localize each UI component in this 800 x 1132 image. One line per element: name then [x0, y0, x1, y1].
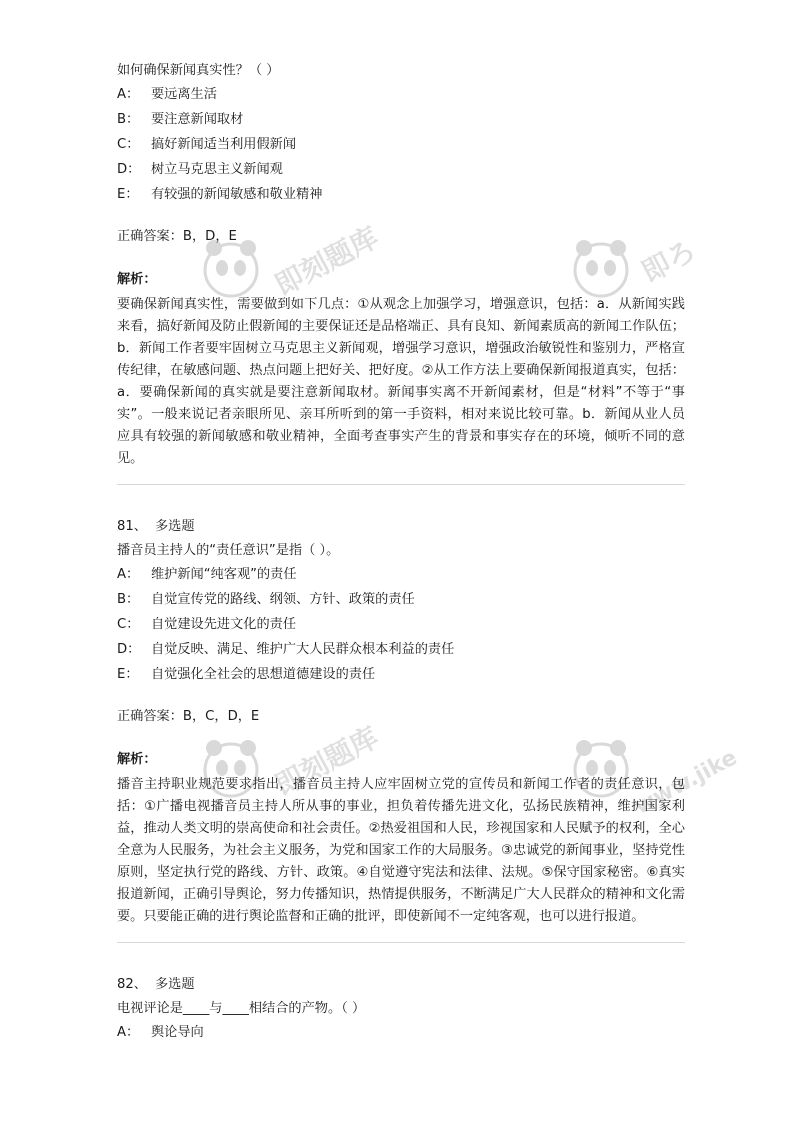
option-text: 自觉宣传党的路线、纲领、方针、政策的责任: [151, 592, 415, 607]
option-text: 舆论导向: [151, 1025, 204, 1040]
option-a: [117, 86, 685, 104]
option-key: C：: [117, 617, 140, 632]
question-page: [117, 62, 685, 1049]
option-c: [117, 616, 685, 634]
watermark-label: 即ろ: [636, 233, 702, 290]
question-82: [117, 976, 685, 1042]
watermark-site: www.jike: [630, 745, 742, 820]
option-key: B：: [117, 592, 140, 607]
option-c: [117, 136, 685, 154]
question-number: 82、: [117, 977, 147, 992]
option-text: 要注意新闻取材: [151, 112, 244, 127]
option-d: [117, 641, 685, 659]
option-key: B：: [117, 112, 140, 127]
option-key: A：: [117, 567, 140, 582]
question-text: 播音员主持人的“责任意识”是指（ ）。: [117, 543, 340, 558]
watermark-label: 即刻题库: [269, 720, 384, 803]
analysis-label: 解析：: [117, 272, 157, 287]
question-81: [117, 518, 685, 943]
option-b: [117, 111, 685, 129]
option-e: [117, 666, 685, 684]
correct-answer: 正确答案：B，D，E: [117, 229, 237, 244]
option-b: [117, 591, 685, 609]
question-number-row: [117, 976, 685, 994]
option-text: 自觉强化全社会的思想道德建设的责任: [151, 667, 376, 682]
question-text: 如何确保新闻真实性？（ ）: [117, 63, 280, 78]
option-text: 自觉建设先进文化的责任: [151, 617, 297, 632]
option-text: 维护新闻“纯客观”的责任: [151, 567, 297, 582]
option-key: E：: [117, 667, 139, 682]
question-80: [117, 62, 685, 485]
question-number: 81、: [117, 519, 147, 534]
question-type: 多选题: [154, 519, 195, 534]
option-key: D：: [117, 162, 141, 177]
option-a: [117, 566, 685, 584]
section-divider: [117, 942, 685, 943]
option-key: A：: [117, 87, 140, 102]
question-number-row: [117, 518, 685, 536]
analysis-label: 解析：: [117, 752, 157, 767]
question-type: 多选题: [154, 977, 195, 992]
section-divider: [117, 484, 685, 485]
option-text: 有较强的新闻敏感和敬业精神: [151, 187, 323, 202]
watermark-label: 即刻题库: [269, 220, 384, 303]
correct-answer: 正确答案：B，C，D，E: [117, 709, 260, 724]
question-text: 电视评论是____与____相结合的产物。（ ）: [117, 1001, 366, 1016]
option-text: 自觉反映、满足、维护广大人民群众根本利益的责任: [151, 642, 455, 657]
option-e: [117, 186, 685, 204]
option-text: 搞好新闻适当利用假新闻: [151, 137, 297, 152]
option-text: 要远离生活: [151, 87, 217, 102]
analysis-text: 要确保新闻真实性，需要做到如下几点：①从观念上加强学习，增强意识，包括：a．从新闻实践来看，搞好新闻及防止假新闻的主要保证还是品格端正、具有良知、新闻素质高的新闻工作队伍；b．新闻工作者要牢固树立马克思主义新闻观，增强学习意识，增强政治敏锐性和鉴别力，严格宣传纪律，在敏感问题、热点问题上把好关、把好度。②从工作方法上要确保新闻报道真实，包括：a．要确保新闻的真实就是要注意新闻取材。新闻事实离不开新闻素材，但是“材料”不等于“事实”。一般来说记者亲眼所见、亲耳所听到的第一手资料，相对来说比较可靠。b．新闻从业人员应具有较强的新闻敏感和敬业精神，全面考查事实产生的背景和事实存在的环境，倾听不同的意见。: [117, 297, 685, 466]
option-text: 树立马克思主义新闻观: [151, 162, 283, 177]
option-key: D：: [117, 642, 141, 657]
option-d: [117, 161, 685, 179]
analysis-text: 播音主持职业规范要求指出，播音员主持人应牢固树立党的宣传员和新闻工作者的责任意识，包括：①广播电视播音员主持人所从事的事业，担负着传播先进文化，弘扬民族精神，维护国家利益，推动人类文明的崇高使命和社会责任。②热爱祖国和人民，珍视国家和人民赋予的权利，全心全意为人民服务，为社会主义服务，为党和国家工作的大局服务。③忠诚党的新闻事业，坚持党性原则，坚定执行党的路线、方针、政策。④自觉遵守宪法和法律、法规。⑤保守国家秘密。⑥真实报道新闻，正确引导舆论，努力传播知识，热情提供服务，不断满足广大人民群众的精神和文化需要。只要能正确的进行舆论监督和正确的批评，即使新闻不一定纯客观，也可以进行报道。: [117, 777, 685, 924]
option-key: A：: [117, 1025, 140, 1040]
option-key: C：: [117, 137, 140, 152]
option-key: E：: [117, 187, 139, 202]
option-a: [117, 1024, 685, 1042]
